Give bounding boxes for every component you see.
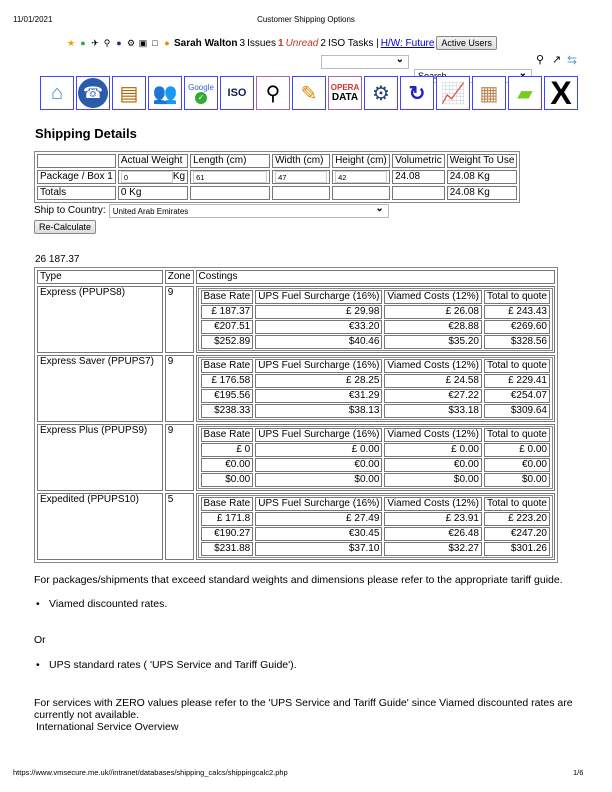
home-icon[interactable]: ⌂ bbox=[40, 76, 74, 110]
cost-header: Viamed Costs (12%) bbox=[384, 359, 482, 373]
cost-header: UPS Fuel Surcharge (16%) bbox=[255, 290, 382, 304]
totals-weight: 0 Kg bbox=[118, 186, 188, 200]
service-row bbox=[37, 355, 555, 422]
ship-to-label: Ship to Country: bbox=[34, 205, 106, 216]
cost-cell: £ 28.25 bbox=[255, 374, 382, 388]
col-header: Length (cm) bbox=[190, 154, 270, 168]
cost-header: Total to quote bbox=[484, 428, 550, 442]
cost-cell: £ 0.00 bbox=[255, 443, 382, 457]
cost-cell: $40.46 bbox=[255, 335, 382, 349]
service-row bbox=[37, 493, 555, 560]
hw-future-link[interactable]: H/W: Future bbox=[380, 37, 435, 49]
length-input[interactable]: 61 bbox=[193, 171, 267, 183]
service-zone: 9 bbox=[165, 286, 194, 353]
opera-data-icon[interactable]: OPERA DATA bbox=[328, 76, 362, 110]
col-header: Width (cm) bbox=[272, 154, 330, 168]
col-header: Volumetric bbox=[392, 154, 445, 168]
or-text: Or bbox=[34, 634, 46, 646]
col-header bbox=[37, 154, 116, 168]
print-date: 11/01/2021 bbox=[13, 15, 53, 24]
clock-icon[interactable]: ● bbox=[80, 38, 86, 48]
cost-cell: £ 26.08 bbox=[384, 305, 482, 319]
bullet-viamed: • Viamed discounted rates. bbox=[49, 598, 594, 610]
col-header: Type bbox=[37, 270, 163, 284]
cost-row bbox=[201, 335, 550, 349]
service-zone: 5 bbox=[165, 493, 194, 560]
cost-header: UPS Fuel Surcharge (16%) bbox=[255, 359, 382, 373]
cost-cell: $252.89 bbox=[201, 335, 254, 349]
cost-cell: £ 0 bbox=[201, 443, 254, 457]
service-type: Express (PPUPS8) bbox=[37, 286, 163, 353]
top-bar bbox=[66, 36, 497, 50]
cost-row bbox=[201, 305, 550, 319]
cost-row bbox=[201, 512, 550, 526]
cost-cell: $32.27 bbox=[384, 542, 482, 556]
col-header: Zone bbox=[165, 270, 194, 284]
cost-row bbox=[201, 320, 550, 334]
row-label: Package / Box 1 bbox=[37, 170, 116, 184]
treasure-chest-icon[interactable]: ▤ bbox=[112, 76, 146, 110]
page-number: 1/6 bbox=[573, 768, 584, 777]
costings-table bbox=[34, 267, 558, 563]
service-type: Express Plus (PPUPS9) bbox=[37, 424, 163, 491]
cost-header: UPS Fuel Surcharge (16%) bbox=[255, 497, 382, 511]
cost-breakdown-table bbox=[198, 426, 553, 489]
cost-header: Total to quote bbox=[484, 359, 550, 373]
cost-cell: $38.13 bbox=[255, 404, 382, 418]
cost-cell: €28.88 bbox=[384, 320, 482, 334]
settings-gears-icon[interactable]: ⚙ bbox=[364, 76, 398, 110]
google-icon[interactable]: Google ✓ bbox=[184, 76, 218, 110]
id-card-icon[interactable]: ▣ bbox=[138, 38, 148, 48]
cost-header: Total to quote bbox=[484, 290, 550, 304]
help-icon[interactable]: ● bbox=[164, 38, 170, 48]
unread-count[interactable]: 1 bbox=[278, 37, 284, 49]
search-icon[interactable]: ⚲ bbox=[536, 54, 545, 66]
cost-header: Viamed Costs (12%) bbox=[384, 428, 482, 442]
footer-url: https://www.vmsecure.me.uk//intranet/databases/shipping_calcs/shippingcalc2.php bbox=[13, 768, 288, 777]
cost-cell: £ 0.00 bbox=[484, 443, 550, 457]
service-type: Express Saver (PPUPS7) bbox=[37, 355, 163, 422]
width-input[interactable]: 47 bbox=[275, 171, 327, 183]
volumetric-value: 24.08 bbox=[392, 170, 445, 184]
actual-weight-input[interactable]: 0 bbox=[121, 171, 173, 183]
cost-header: Base Rate bbox=[201, 428, 254, 442]
toolbar bbox=[40, 76, 578, 110]
cost-cell: $328.56 bbox=[484, 335, 550, 349]
col-header: Height (cm) bbox=[332, 154, 390, 168]
cost-row bbox=[201, 527, 550, 541]
cost-header: Base Rate bbox=[201, 290, 254, 304]
cost-cell: €254.07 bbox=[484, 389, 550, 403]
users-icon[interactable]: 👥 bbox=[148, 76, 182, 110]
cost-header: Viamed Costs (12%) bbox=[384, 290, 482, 304]
cost-cell: £ 0.00 bbox=[384, 443, 482, 457]
cost-cell: £ 229.41 bbox=[484, 374, 550, 388]
iso-label[interactable]: ISO Tasks | bbox=[327, 37, 379, 49]
cost-cell: €30.45 bbox=[255, 527, 382, 541]
cost-row bbox=[201, 542, 550, 556]
country-select[interactable]: United Arab Emirates ⌄ bbox=[109, 204, 389, 218]
box-icon[interactable]: ▦ bbox=[472, 76, 506, 110]
exceed-note: For packages/shipments that exceed standard weights and dimensions please refer to the appropriate tariff guide. bbox=[34, 574, 563, 586]
totals-weight-to-use: 24.08 Kg bbox=[447, 186, 518, 200]
issues-label[interactable]: Issues bbox=[247, 37, 276, 49]
height-input[interactable]: 42 bbox=[335, 171, 387, 183]
chart-folder-icon[interactable]: 📈 bbox=[436, 76, 470, 110]
service-row bbox=[37, 424, 555, 491]
cost-cell: £ 223.20 bbox=[484, 512, 550, 526]
cost-row bbox=[201, 473, 550, 487]
cost-cell: €0.00 bbox=[201, 458, 254, 472]
cost-row bbox=[201, 443, 550, 457]
international-overview-link[interactable]: International Service Overview bbox=[36, 721, 179, 733]
star-icon[interactable]: ★ bbox=[66, 38, 76, 48]
cost-cell: $0.00 bbox=[201, 473, 254, 487]
cost-cell: €0.00 bbox=[255, 458, 382, 472]
cost-row bbox=[201, 404, 550, 418]
cost-cell: €247.20 bbox=[484, 527, 550, 541]
cost-cell: £ 29.98 bbox=[255, 305, 382, 319]
cost-cell: £ 187.37 bbox=[201, 305, 254, 319]
totals-label: Totals bbox=[37, 186, 116, 200]
col-header: Actual Weight bbox=[118, 154, 188, 168]
back-arrows-icon[interactable]: ⇆ bbox=[567, 53, 578, 67]
page-icon[interactable]: □ bbox=[152, 38, 158, 48]
service-row bbox=[37, 286, 555, 353]
recalculate-button[interactable]: Re-Calculate bbox=[34, 220, 96, 234]
kg-unit: Kg bbox=[172, 171, 186, 182]
package-table bbox=[34, 151, 520, 203]
col-header: Weight To Use bbox=[447, 154, 518, 168]
edit-icon[interactable]: ✎ bbox=[292, 76, 326, 110]
gears-icon[interactable]: ⚙ bbox=[126, 38, 136, 48]
magnifier-icon[interactable]: ⚲ bbox=[256, 76, 290, 110]
cost-cell: $35.20 bbox=[384, 335, 482, 349]
cost-row bbox=[201, 374, 550, 388]
iso-icon[interactable]: ISO bbox=[220, 76, 254, 110]
pin-icon[interactable]: ✈ bbox=[91, 38, 99, 48]
page-title: Shipping Details bbox=[35, 126, 137, 141]
service-zone: 9 bbox=[165, 424, 194, 491]
cost-cell: $33.18 bbox=[384, 404, 482, 418]
cost-header: Viamed Costs (12%) bbox=[384, 497, 482, 511]
cost-header: UPS Fuel Surcharge (16%) bbox=[255, 428, 382, 442]
cost-cell: €190.27 bbox=[201, 527, 254, 541]
phone-icon[interactable]: ☎ bbox=[76, 76, 110, 110]
cost-header: Base Rate bbox=[201, 497, 254, 511]
zero-note: For services with ZERO values please refer to the 'UPS Service and Tariff Guide' since Viamed discounted rates are currently not available. bbox=[34, 697, 573, 721]
cost-breakdown-table bbox=[198, 495, 553, 558]
close-icon[interactable]: X bbox=[544, 76, 578, 110]
cost-cell: €0.00 bbox=[384, 458, 482, 472]
cost-cell: €269.60 bbox=[484, 320, 550, 334]
cost-cell: €27.22 bbox=[384, 389, 482, 403]
active-users-button[interactable]: Active Users bbox=[436, 36, 497, 50]
cost-cell: £ 27.49 bbox=[255, 512, 382, 526]
service-zone: 9 bbox=[165, 355, 194, 422]
cost-cell: £ 171.8 bbox=[201, 512, 254, 526]
quick-select[interactable] bbox=[321, 55, 409, 69]
cost-cell: €31.29 bbox=[255, 389, 382, 403]
cost-cell: €33.20 bbox=[255, 320, 382, 334]
main-content bbox=[34, 126, 594, 733]
weight-to-use-value: 24.08 Kg bbox=[447, 170, 518, 184]
iso-count[interactable]: 2 bbox=[320, 37, 326, 49]
cost-header: Base Rate bbox=[201, 359, 254, 373]
issues-count[interactable]: 3 bbox=[239, 37, 246, 49]
cost-cell: £ 23.91 bbox=[384, 512, 482, 526]
key-icon[interactable]: ⚲ bbox=[103, 38, 111, 48]
cost-header: Total to quote bbox=[484, 497, 550, 511]
ship-to-row bbox=[34, 204, 594, 218]
cost-cell: $0.00 bbox=[384, 473, 482, 487]
book-icon[interactable]: ▰ bbox=[508, 76, 542, 110]
cost-breakdown-table bbox=[198, 288, 553, 351]
cost-cell: £ 243.43 bbox=[484, 305, 550, 319]
bullet-ups: • UPS standard rates ( 'UPS Service and Tariff Guide'). bbox=[49, 659, 594, 671]
service-type: Expedited (PPUPS10) bbox=[37, 493, 163, 560]
cost-cell: €195.56 bbox=[201, 389, 254, 403]
bowl-icon[interactable]: ● bbox=[116, 38, 122, 48]
user-name: Sarah Walton bbox=[174, 37, 238, 49]
cost-cell: $301.26 bbox=[484, 542, 550, 556]
cost-breakdown-table bbox=[198, 357, 553, 420]
print-title: Customer Shipping Options bbox=[257, 15, 355, 24]
cost-cell: $37.10 bbox=[255, 542, 382, 556]
col-header: Costings bbox=[196, 270, 555, 284]
cost-cell: $231.88 bbox=[201, 542, 254, 556]
refresh-icon[interactable]: ↻ bbox=[400, 76, 434, 110]
cost-cell: €26.48 bbox=[384, 527, 482, 541]
cost-cell: $309.64 bbox=[484, 404, 550, 418]
cost-cell: $238.33 bbox=[201, 404, 254, 418]
cost-row bbox=[201, 389, 550, 403]
unread-label[interactable]: Unread bbox=[285, 37, 319, 49]
external-link-icon[interactable]: ↗ bbox=[552, 54, 562, 66]
cost-cell: €0.00 bbox=[484, 458, 550, 472]
summary-text: 26 187.37 bbox=[35, 254, 80, 265]
cost-cell: £ 24.58 bbox=[384, 374, 482, 388]
cost-cell: £ 176.58 bbox=[201, 374, 254, 388]
cost-cell: $0.00 bbox=[484, 473, 550, 487]
cost-cell: $0.00 bbox=[255, 473, 382, 487]
cost-row bbox=[201, 458, 550, 472]
cost-cell: €207.51 bbox=[201, 320, 254, 334]
